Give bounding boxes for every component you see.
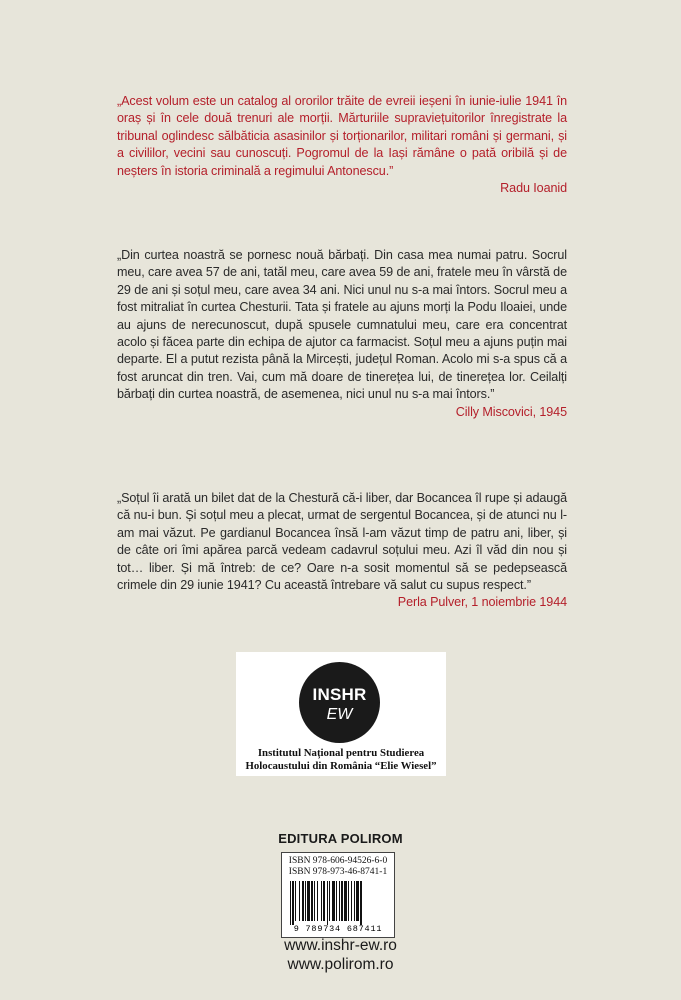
url-polirom[interactable]: www.polirom.ro bbox=[287, 956, 394, 973]
quote-attribution: Cilly Miscovici, 1945 bbox=[455, 404, 567, 419]
barcode-bar bbox=[317, 881, 318, 921]
barcode-bar bbox=[332, 881, 335, 921]
institute-line-1: Institutul Național pentru Studierea bbox=[257, 747, 425, 759]
barcode-bar bbox=[305, 881, 306, 921]
quote-radu-ioanid bbox=[117, 93, 567, 197]
barcode-bar bbox=[360, 881, 362, 925]
barcode-bar bbox=[292, 881, 294, 925]
barcode-bar bbox=[339, 881, 340, 921]
barcode-bar bbox=[295, 881, 296, 921]
barcode-icon bbox=[288, 881, 388, 925]
barcode-number: 9 789734 687411 bbox=[293, 924, 383, 934]
barcode-bar bbox=[327, 881, 328, 925]
barcode-bar bbox=[302, 881, 304, 921]
barcode-bar bbox=[329, 881, 330, 921]
logo-text-bottom: EW bbox=[326, 706, 353, 723]
barcode-bar bbox=[344, 881, 347, 921]
quote-cilly-miscovici bbox=[117, 247, 567, 421]
barcode-bar bbox=[348, 881, 349, 921]
isbn-line-1: ISBN 978-606-94526-6-0 bbox=[288, 856, 388, 866]
institute-name bbox=[236, 747, 446, 773]
publisher-name: EDITURA POLIROM bbox=[278, 831, 403, 846]
isbn-barcode bbox=[281, 852, 395, 938]
quote-attribution: Perla Pulver, 1 noiembrie 1944 bbox=[397, 595, 567, 610]
quote-perla-pulver bbox=[117, 490, 567, 612]
inshr-logo bbox=[299, 662, 380, 743]
barcode-bar bbox=[290, 881, 291, 925]
quote-text: „Soțul îi arată un bilet dat de la Chestură că-i liber, dar Bocancea îl rupe și adaugă că nu-i bun. Și soțul meu a plecat, urmat de sergentul Bocancea, și de atunci nu l-am mai văzut. Pe gardianul Bocancea însă l-am văzut timp de patru ani, liber, și de câte ori îmi apărea parcă vedeam cadavrul soțului meu. Azi îl văd din nou și tot… liber. Și mă întreb: de ce? Oare n-a sosit momentul să se pedepsească crimele din 29 iunie 1941? Cu această întrebare vă salut cu supus respect.” bbox=[117, 491, 567, 593]
institute-line-2: Holocaustului din România “Elie Wiesel” bbox=[245, 760, 437, 772]
url-inshr[interactable]: www.inshr-ew.ro bbox=[284, 937, 397, 954]
barcode-bar bbox=[311, 881, 313, 921]
barcode-bar bbox=[321, 881, 322, 921]
barcode-bar bbox=[314, 881, 315, 921]
quote-text: „Acest volum este un catalog al ororilor trăite de evreii ieșeni în iunie-iulie 1941 în oraș și în cele două trenuri ale morții. Mărturiile supraviețuitorilor înregistrate la tribunal oglindesc sălbăticia asasinilor și torționarilor, militari români și germani, și a civililor, vecini sau cunoscuți. Pogromul de la Iași rămâne o pată oribilă și de neșters în istoria criminală a regimului Antonescu.” bbox=[117, 94, 567, 178]
isbn-line-2: ISBN 978-973-46-8741-1 bbox=[288, 867, 388, 877]
barcode-bar bbox=[307, 881, 310, 921]
barcode-bar bbox=[299, 881, 300, 921]
barcode-bar bbox=[356, 881, 359, 921]
barcode-bar bbox=[351, 881, 352, 921]
quote-text: „Din curtea noastră se pornesc nouă bărbați. Din casa mea numai patru. Socrul meu, care avea 57 de ani, tatăl meu, care avea 59 de ani, fratele meu în vârstă de 29 de ani și soțul meu, care avea 34 ani. Nici unul nu s-a mai întors. Socrul meu a fost mitraliat în curtea Chesturii. Tata și fratele au ajuns morți la Podu Iloaiei, unde au ajuns de nerecunoscut, după spusele cumnatului meu, care era concentrat acolo și făcea parte din echipa de ajutor ca farmacist. Soțul meu a ajuns puțin mai departe. El a putut rezista până la Mircești, județul Roman. Acolo mi s-a spus că a fost aruncat din tren. Vai, cum mă doare de tinerețea lui, de tinerețea lor. Ceilalți bărbați din curtea noastră, de asemenea, nici unul nu s-a mai întors.” bbox=[117, 248, 567, 402]
barcode-bar bbox=[323, 881, 325, 921]
quote-attribution: Radu Ioanid bbox=[500, 181, 567, 196]
barcode-bar bbox=[354, 881, 355, 921]
logo-text-top: INSHR bbox=[312, 685, 367, 704]
barcode-bar bbox=[336, 881, 337, 921]
inshr-logo-box bbox=[236, 652, 446, 776]
barcode-bar bbox=[341, 881, 343, 921]
